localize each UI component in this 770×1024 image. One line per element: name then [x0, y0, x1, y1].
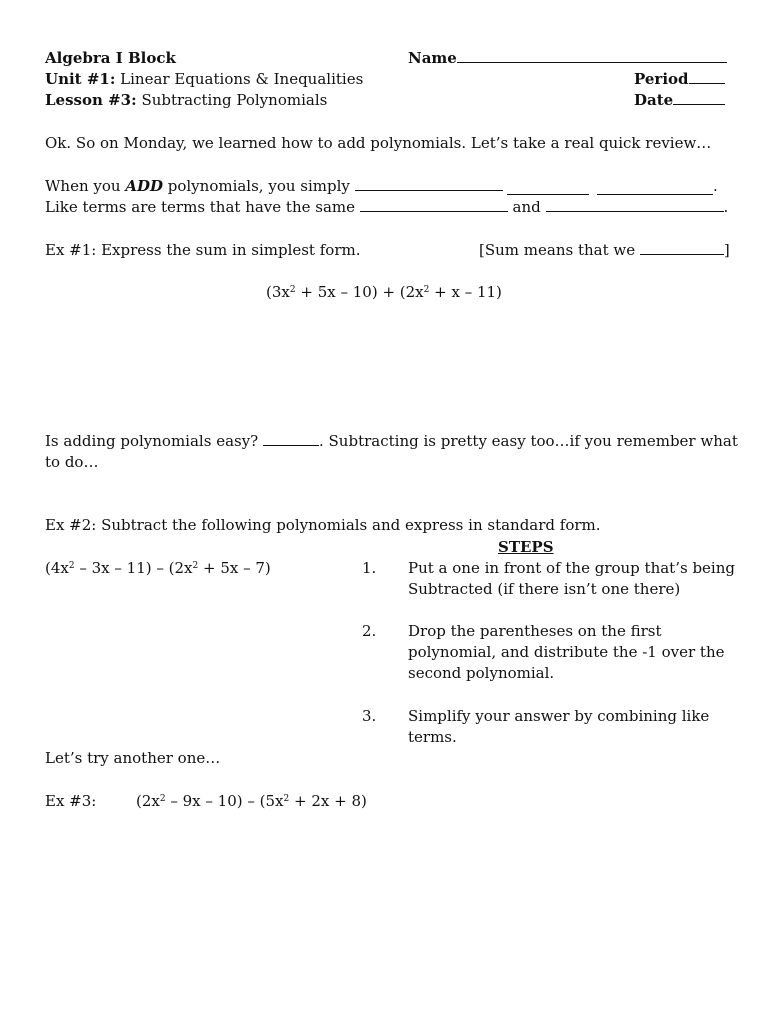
ex2-prompt: Ex #2: Subtract the following polynomials and express in standard form.: [45, 516, 601, 534]
add-emphasis: ADD: [125, 177, 163, 195]
ex1-prompt: Ex #1: Express the sum in simplest form.: [45, 241, 361, 259]
question-text: Is adding polynomials easy?: [45, 432, 263, 450]
ex3-expression: [136, 791, 367, 811]
exponent: 2: [159, 794, 166, 804]
exponent: 2: [192, 561, 199, 571]
step-1-text: Put a one in front of the group that’s being: [408, 559, 735, 577]
lesson-title: Subtracting Polynomials: [141, 91, 328, 109]
period-line: [634, 69, 725, 89]
ex1-hint: [479, 240, 730, 260]
review-text: Like terms are terms that have the same: [45, 198, 360, 216]
step-2-text: second polynomial.: [408, 664, 555, 682]
date-blank[interactable]: [673, 90, 725, 105]
another-text: Let’s try another one…: [45, 749, 221, 767]
like-terms-blank-2[interactable]: [546, 197, 724, 212]
step-2-text: polynomial, and distribute the -1 over the: [408, 643, 725, 661]
date-line: [634, 90, 725, 110]
expr-part: (4x: [45, 559, 69, 577]
review-line-1: [45, 176, 503, 196]
lesson-line: [45, 90, 327, 110]
step-1-text: Subtracted (if there isn’t one there): [408, 580, 681, 598]
lesson-label: Lesson #3:: [45, 91, 137, 109]
name-line: [408, 48, 727, 68]
expr-part: + 2x + 8): [289, 792, 367, 810]
expr-part: (3x: [266, 283, 290, 301]
expr-part: + 5x – 10) + (2x: [295, 283, 424, 301]
step-3-number: 3.: [362, 707, 377, 725]
date-label: Date: [634, 91, 674, 109]
review-line-2: [45, 197, 728, 217]
period-blank[interactable]: [689, 69, 725, 84]
step-3-text: Simplify your answer by combining like: [408, 707, 710, 725]
ex3-label: Ex #3:: [45, 792, 97, 810]
name-blank[interactable]: [457, 48, 727, 63]
steps-title: STEPS: [498, 538, 554, 556]
review-text: polynomials, you simply: [162, 177, 355, 195]
unit-line: [45, 69, 363, 89]
course-title: Algebra I Block: [45, 49, 176, 67]
easy-blank[interactable]: [263, 431, 319, 446]
exponent: 2: [283, 794, 290, 804]
exponent: 2: [68, 561, 75, 571]
step-2-number: 2.: [362, 622, 377, 640]
expr-part: – 9x – 10) – (5x: [165, 792, 284, 810]
unit-label: Unit #1:: [45, 70, 116, 88]
step-3-text: terms.: [408, 728, 457, 746]
ex1-expression: [266, 282, 502, 302]
like-terms-blank-1[interactable]: [360, 197, 508, 212]
ex1-hint-close: ]: [723, 241, 730, 259]
ex2-expression: [45, 558, 271, 578]
exponent: 2: [423, 285, 430, 295]
review-blank-3[interactable]: [597, 180, 713, 195]
question-line-1: [45, 431, 738, 451]
review-blank-1[interactable]: [355, 176, 503, 191]
step-2-text: Drop the parentheses on the first: [408, 622, 662, 640]
review-period-1: .: [713, 177, 718, 195]
period-label: Period: [634, 70, 689, 88]
expr-part: – 3x – 11) – (2x: [74, 559, 193, 577]
review-text: When you: [45, 177, 126, 195]
expr-part: + 5x – 7): [198, 559, 271, 577]
step-1-number: 1.: [362, 559, 377, 577]
review-and: and: [507, 198, 546, 216]
review-blank-2[interactable]: [507, 180, 589, 195]
exponent: 2: [289, 285, 296, 295]
unit-title: Linear Equations & Inequalities: [120, 70, 364, 88]
intro-text: Ok. So on Monday, we learned how to add polynomials. Let’s take a real quick review…: [45, 134, 712, 152]
ex1-hint-text: [Sum means that we: [479, 241, 640, 259]
name-label: Name: [408, 49, 457, 67]
question-line-2: to do…: [45, 453, 99, 471]
question-text: . Subtracting is pretty easy too…if you remember what: [319, 432, 738, 450]
expr-part: + x – 11): [429, 283, 502, 301]
sum-means-blank[interactable]: [640, 240, 724, 255]
review-period-2: .: [723, 198, 729, 216]
expr-part: (2x: [136, 792, 160, 810]
